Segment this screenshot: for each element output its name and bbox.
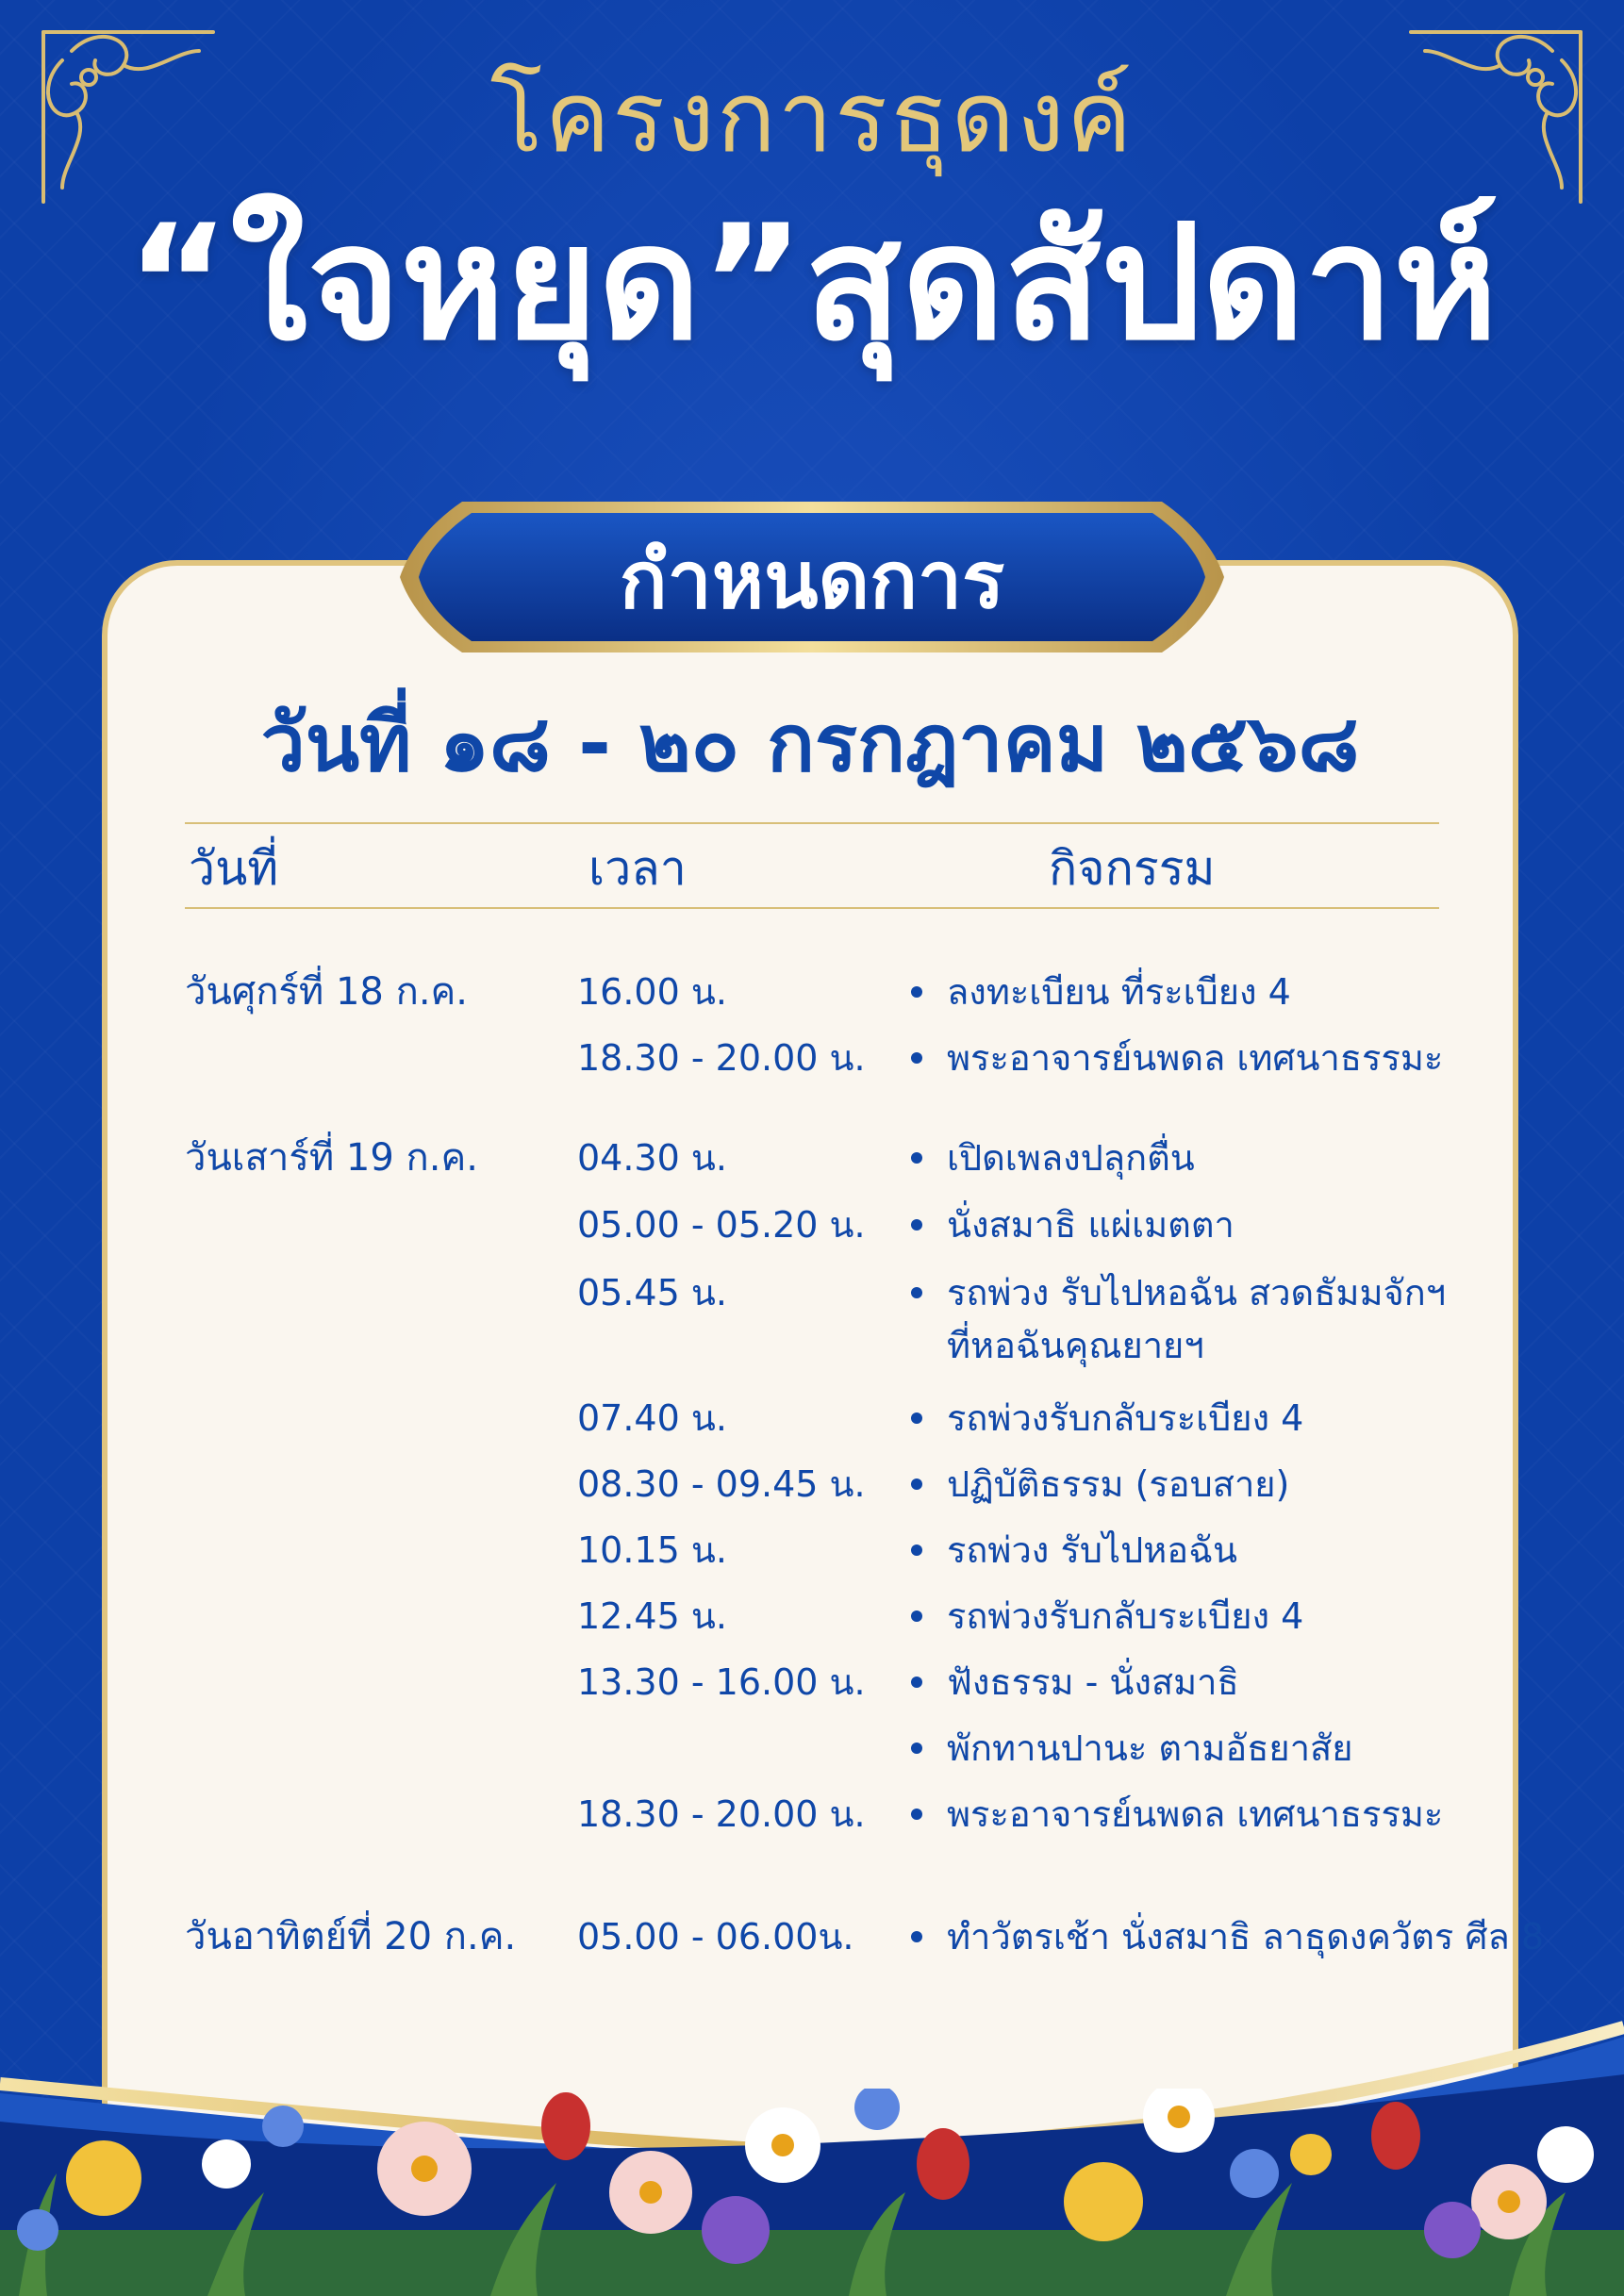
- bullet-icon: [911, 986, 922, 998]
- activity-text: ฟังธรรม - นั่งสมาธิ: [947, 1661, 1239, 1703]
- schedule-time: 04.30 น.: [577, 1137, 727, 1179]
- bullet-icon: [911, 1478, 922, 1490]
- bullet-icon: [911, 1809, 922, 1820]
- column-header-activity: กิจกรรม: [1049, 841, 1216, 896]
- schedule-activity: [905, 1910, 1544, 1963]
- bullet-icon: [911, 1931, 922, 1942]
- schedule-day: วันอาทิตย์ที่ 20 ก.ค.: [185, 1915, 517, 1958]
- schedule-activity: [905, 1458, 1289, 1511]
- activity-text-continued: ที่หอฉันคุณยายฯ: [947, 1325, 1204, 1366]
- schedule-time: 05.00 - 05.20 น.: [577, 1204, 866, 1246]
- schedule-time: 12.45 น.: [577, 1595, 727, 1637]
- activity-text: พระอาจารย์นพดล เทศนาธรรมะ: [947, 1037, 1444, 1079]
- schedule-activity: [905, 1266, 1446, 1372]
- activity-text: นั่งสมาธิ แผ่เมตตา: [947, 1204, 1235, 1246]
- schedule-day: วันเสาร์ที่ 19 ก.ค.: [185, 1136, 478, 1180]
- schedule-activity: [905, 1392, 1303, 1445]
- column-header-time: เวลา: [588, 841, 687, 896]
- bullet-icon: [911, 1611, 922, 1622]
- activity-text: ปฏิบัติธรรม (รอบสาย): [947, 1463, 1290, 1505]
- activity-text: รถพ่วง รับไปหอฉัน สวดธัมมจักฯ: [947, 1272, 1447, 1313]
- schedule-activity: [905, 1524, 1237, 1577]
- ribbon-label: กำหนดการ: [619, 534, 1005, 626]
- schedule-time: 08.30 - 09.45 น.: [577, 1463, 866, 1505]
- table-header-rule-bottom: [185, 907, 1439, 909]
- activity-text: ลงทะเบียน ที่ระเบียง 4: [947, 971, 1291, 1013]
- activity-text: รถพ่วงรับกลับระเบียง 4: [947, 1595, 1304, 1637]
- schedule-time: 05.00 - 06.00น.: [577, 1916, 854, 1957]
- schedule-activity: [905, 1722, 1353, 1775]
- page-title: “ใจหยุด”สุดสัปดาห์: [125, 190, 1499, 375]
- bullet-icon: [911, 1412, 922, 1424]
- schedule-day: วันศุกร์ที่ 18 ก.ค.: [185, 970, 468, 1014]
- schedule-time: 13.30 - 16.00 น.: [577, 1661, 866, 1703]
- schedule-activity: [905, 1131, 1195, 1184]
- schedule-time: 05.45 น.: [577, 1272, 727, 1313]
- activity-text: ทำวัตรเช้า นั่งสมาธิ ลาธุดงควัตร ศีล 8: [947, 1916, 1545, 1957]
- schedule-time: 07.40 น.: [577, 1397, 727, 1439]
- schedule-time: 10.15 น.: [577, 1529, 727, 1571]
- activity-text: รถพ่วง รับไปหอฉัน: [947, 1529, 1237, 1571]
- schedule-activity: [905, 1032, 1443, 1084]
- schedule-time: 16.00 น.: [577, 971, 727, 1013]
- schedule-activity: [905, 1198, 1235, 1251]
- bullet-icon: [911, 1152, 922, 1164]
- activity-text: พักทานปานะ ตามอัธยาสัย: [947, 1727, 1353, 1769]
- schedule-activity: [905, 1656, 1239, 1709]
- bullet-icon: [911, 1052, 922, 1064]
- bullet-icon: [911, 1677, 922, 1688]
- activity-text: พระอาจารย์นพดล เทศนาธรรมะ: [947, 1793, 1444, 1835]
- bullet-icon: [911, 1219, 922, 1231]
- table-header-rule-top: [185, 822, 1439, 824]
- schedule-time: 18.30 - 20.00 น.: [577, 1037, 866, 1079]
- schedule-activity: [905, 966, 1291, 1018]
- project-subtitle: โครงการธุดงค์: [489, 59, 1135, 174]
- column-header-day: วันที่: [189, 841, 279, 896]
- bullet-icon: [911, 1544, 922, 1556]
- activity-text: เปิดเพลงปลุกตื่น: [947, 1137, 1195, 1179]
- bullet-icon: [911, 1743, 922, 1754]
- flower-border-decoration: [0, 2089, 1624, 2296]
- schedule-time: 18.30 - 20.00 น.: [577, 1793, 866, 1835]
- bullet-icon: [911, 1287, 922, 1298]
- activity-text: รถพ่วงรับกลับระเบียง 4: [947, 1397, 1304, 1439]
- event-date: วันที่ ๑๘ - ๒๐ กรกฎาคม ๒๕๖๘: [260, 697, 1360, 789]
- schedule-activity: [905, 1590, 1303, 1643]
- schedule-activity: [905, 1788, 1443, 1841]
